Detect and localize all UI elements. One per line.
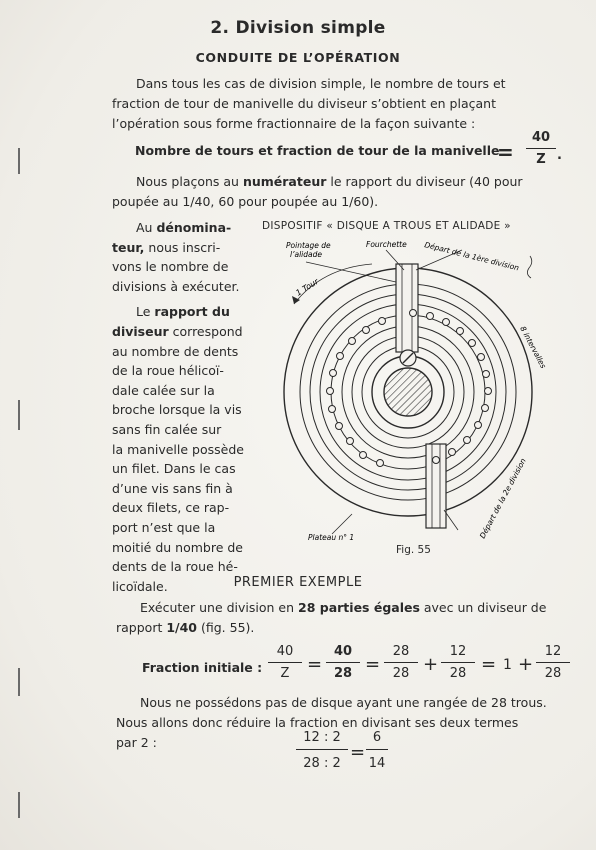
binding-mark	[18, 792, 20, 818]
reduce-fraction-left	[296, 730, 348, 771]
section-subtitle: CONDUITE DE L’OPÉRATION	[195, 50, 401, 65]
plate-hole	[329, 406, 336, 413]
text-line	[112, 322, 248, 342]
text-line: Nous allons donc réduire la fraction en divisant ses deux termes	[116, 715, 519, 730]
bold-term: teur,	[112, 239, 145, 255]
plate-hole	[443, 319, 450, 326]
plate-hole	[433, 457, 440, 464]
numerateur-paragraph	[112, 172, 567, 212]
fraction-denominator: 28	[392, 666, 410, 681]
label-pointage: Pointage de	[286, 241, 331, 250]
fraction-numerator: 40	[333, 644, 353, 659]
label-depart-2: Départ de la 2e division	[477, 456, 528, 540]
fraction-denominator: 28	[333, 666, 353, 681]
plus-sign: +	[518, 654, 534, 675]
fraction-denominator: Z	[280, 666, 290, 681]
label-plateau: Plateau n° 1	[308, 533, 355, 542]
fraction-numerator: 12	[544, 644, 562, 659]
text-line	[116, 598, 571, 618]
text-run: avec un diviseur de	[419, 600, 547, 615]
text-line	[112, 218, 248, 238]
bold-term: 1/40	[166, 620, 198, 635]
plate-hole	[464, 437, 471, 444]
plate-hole	[360, 452, 367, 459]
equals-sign: =	[307, 654, 323, 675]
section-title: 2. Division simple	[210, 18, 386, 38]
binding-mark	[18, 400, 20, 430]
equals-sign: =	[365, 654, 381, 675]
text-line: port n’est que la	[112, 519, 216, 535]
plate-hole	[377, 460, 384, 467]
plate-hole	[330, 370, 337, 377]
text-line	[116, 618, 571, 638]
integer-one: 1	[503, 657, 512, 673]
text-run: (fig. 55).	[197, 620, 255, 635]
plate-hole	[379, 318, 386, 325]
text-line: deux filets, ce rap-	[112, 500, 230, 516]
fraction-denominator: Z	[536, 152, 546, 167]
intro-paragraph	[112, 74, 567, 134]
bold-term: rapport du	[154, 304, 230, 320]
text-line: vons le nombre de	[112, 259, 229, 275]
fraction-denominator: 14	[368, 756, 386, 771]
text-run: Le	[136, 304, 155, 320]
leader-line	[332, 514, 352, 534]
leader-line	[386, 250, 404, 270]
plus-sign: +	[423, 654, 439, 675]
label-alidade: l’alidade	[290, 250, 322, 259]
formula-label: Nombre de tours et fraction de tour de la manivelle	[135, 143, 500, 158]
fraction-numerator: 40	[531, 130, 551, 145]
text-line	[112, 172, 567, 192]
text-line: d’une vis sans fin à	[112, 480, 233, 496]
text-run: Au	[136, 220, 157, 235]
fraction-numerator: 12 : 2	[303, 730, 341, 745]
text-line: l’opération sous forme fractionnaire de la façon suivante :	[112, 116, 476, 131]
fraction-40-z	[268, 644, 302, 681]
fraction-numerator: 12	[449, 644, 467, 659]
text-run: Exécuter une division en	[140, 600, 299, 615]
binding-mark	[18, 668, 20, 696]
bold-term: dénomina-	[156, 220, 232, 235]
formula-period: .	[557, 148, 562, 163]
text-line: broche lorsque la vis	[112, 402, 242, 418]
text-line: la manivelle possède	[112, 441, 244, 457]
bold-term: 28 parties égales	[298, 600, 420, 615]
formula-equals: =	[497, 140, 514, 164]
text-line: un filet. Dans le cas	[112, 461, 236, 477]
plate-hole	[485, 388, 492, 395]
formula-fraction	[526, 130, 556, 167]
fraction-numerator: 28	[392, 644, 410, 659]
fraction-denominator: 28 : 2	[303, 756, 341, 771]
figure-number: Fig. 55	[396, 544, 431, 556]
plate-hole	[449, 449, 456, 456]
text-run: rapport	[116, 620, 167, 635]
fraction-numerator: 6	[372, 730, 382, 745]
left-column-text	[112, 218, 248, 596]
example-paragraph	[116, 598, 571, 638]
text-line: sans fin calée sur	[112, 421, 222, 437]
equals-sign: =	[481, 654, 497, 675]
plate-hole	[469, 340, 476, 347]
fraction-12-28-result	[536, 644, 570, 681]
label-one-turn: 1 Tour	[294, 276, 321, 298]
fraction-denominator: 28	[544, 666, 562, 681]
figure-caption: DISPOSITIF « DISQUE A TROUS ET ALIDADE »	[262, 220, 511, 232]
plate-hole	[336, 423, 343, 430]
text-line: dents de la roue hé-	[112, 559, 238, 575]
wavy-mark	[527, 256, 531, 278]
bold-term: numérateur	[242, 174, 327, 189]
reduce-fraction-right	[366, 730, 388, 771]
leader-line	[306, 262, 396, 282]
fraction-28-28	[384, 644, 418, 681]
text-line	[112, 238, 248, 258]
dividing-plate-diagram	[262, 234, 566, 546]
plate-hole	[457, 328, 464, 335]
text-line: fraction de tour de manivelle du diviseur s’obtient en plaçant	[112, 96, 496, 111]
plate-hole	[410, 310, 417, 317]
plate-hole	[327, 388, 334, 395]
text-line: Dans tous les cas de division simple, le nombre de tours et	[136, 76, 506, 91]
plate-hole	[483, 371, 490, 378]
label-fourchette: Fourchette	[366, 240, 407, 249]
plate-hole	[427, 313, 434, 320]
text-line: licoïdale.	[112, 578, 168, 594]
text-line: moitié du nombre de	[112, 539, 243, 555]
equals-sign: =	[350, 742, 366, 763]
label-intervalles: 8 intervalles	[518, 324, 548, 370]
fraction-initial-label: Fraction initiale :	[142, 660, 263, 675]
fraction-numerator: 40	[276, 644, 294, 659]
crank-arm	[396, 264, 418, 352]
plate-hole	[349, 338, 356, 345]
plate-hole	[482, 405, 489, 412]
label-depart-1: Départ de la 1ère division	[423, 240, 520, 273]
text-line: par 2 :	[116, 735, 157, 750]
example-heading: PREMIER EXEMPLE	[233, 575, 363, 590]
text-line: poupée au 1/40, 60 pour poupée au 1/60).	[112, 194, 379, 209]
text-line: divisions à exécuter.	[112, 278, 240, 294]
text-line: au nombre de dents	[112, 343, 239, 359]
text-line: Nous ne possédons pas de disque ayant une rangée de 28 trous.	[140, 695, 547, 710]
binding-mark	[18, 148, 20, 174]
fraction-12-28	[441, 644, 475, 681]
text-run: nous inscri-	[144, 239, 221, 255]
plate-hole	[478, 354, 485, 361]
plate-hole	[475, 422, 482, 429]
plate-hole	[347, 438, 354, 445]
bold-term: diviseur	[112, 323, 169, 339]
text-line: de la roue hélicoï-	[112, 363, 224, 379]
plate-hole	[363, 327, 370, 334]
plate-hole	[337, 353, 344, 360]
fraction-40-28	[326, 644, 360, 681]
fraction-denominator: 28	[449, 666, 467, 681]
text-run: correspond	[168, 323, 243, 339]
text-run: Nous plaçons au	[136, 174, 243, 189]
text-line: dale calée sur la	[112, 382, 215, 398]
text-line	[112, 302, 248, 322]
spindle-hub	[384, 368, 432, 416]
text-run: le rapport du diviseur (40 pour	[326, 174, 523, 189]
